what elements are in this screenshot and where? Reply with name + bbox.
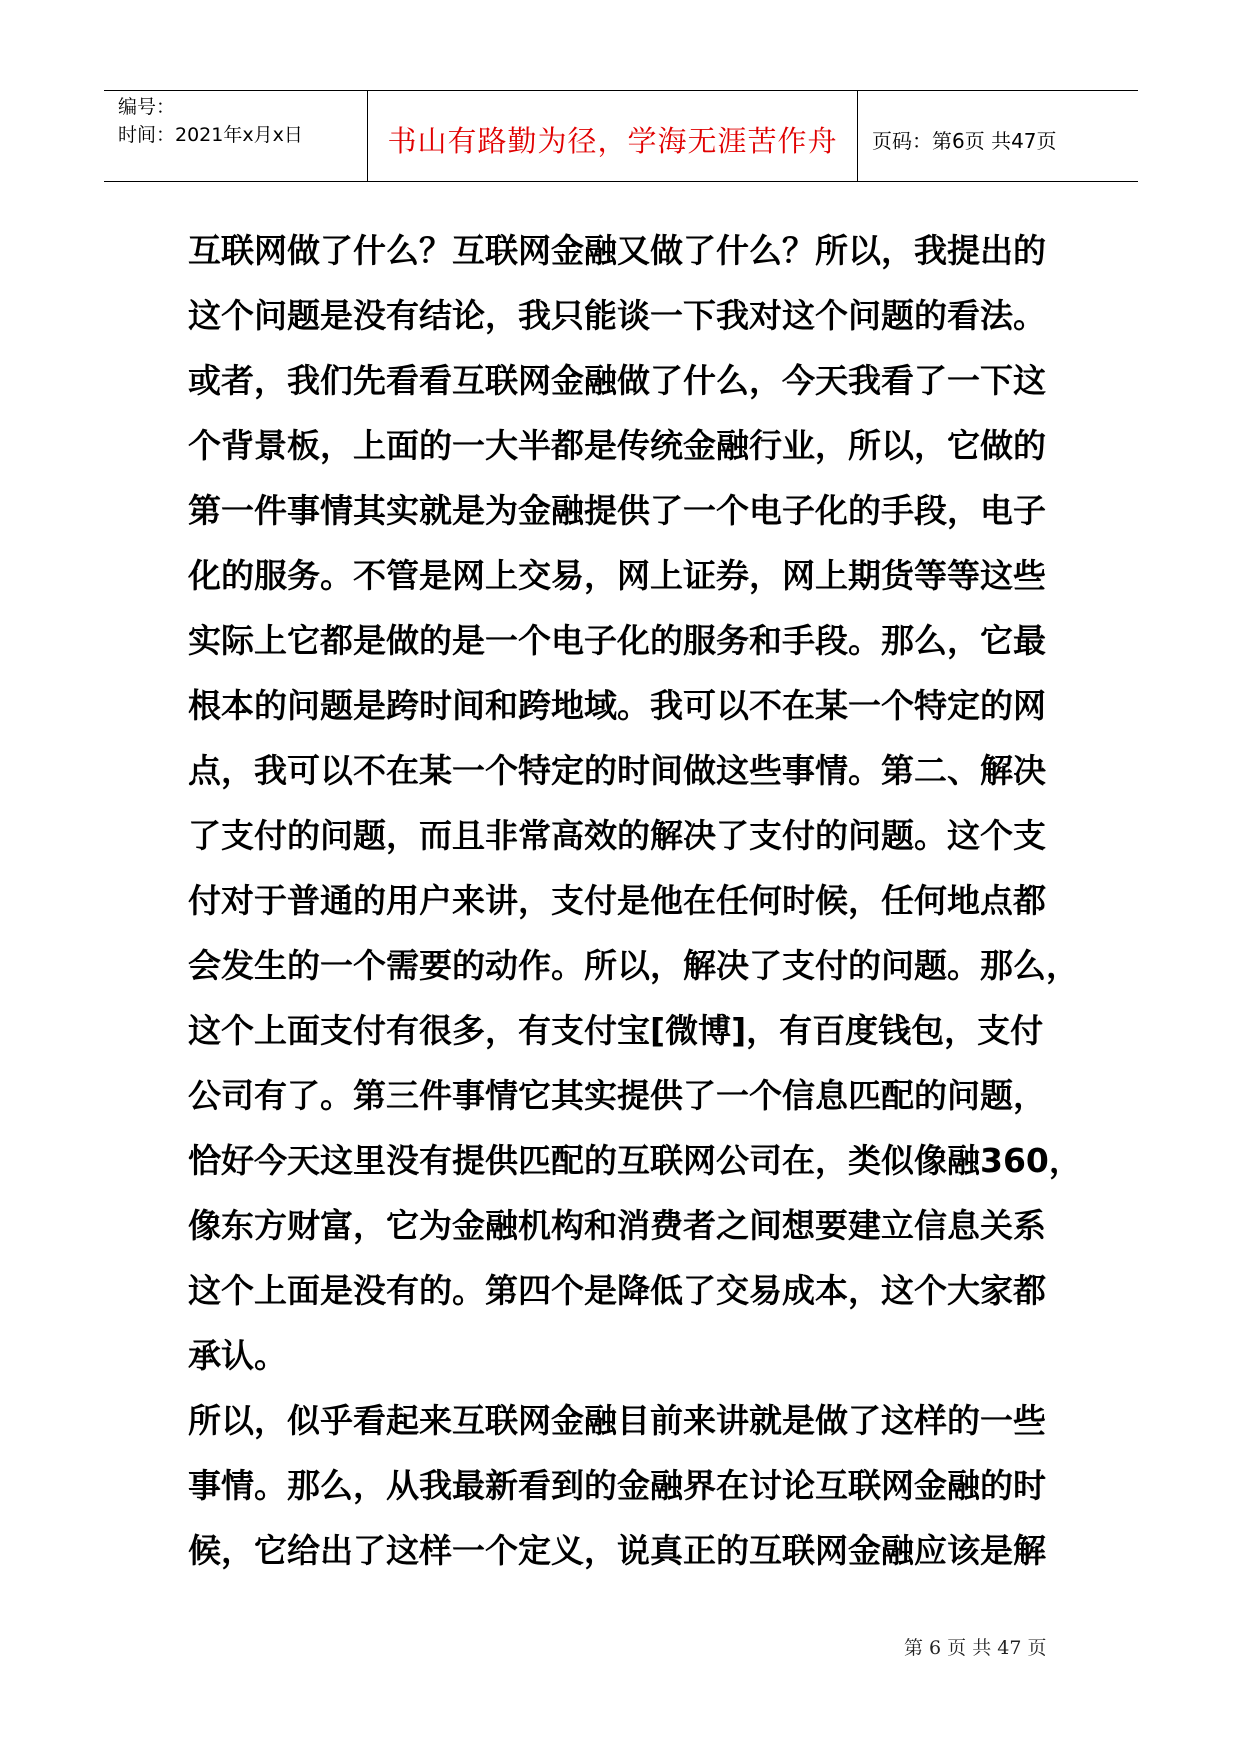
- time-label: 时间：2021年x月x日: [118, 124, 303, 146]
- body-line: 恰好今天这里没有提供匹配的互联网公司在，类似像融360，: [188, 1141, 1082, 1180]
- body-line: 互联网做了什么？互联网金融又做了什么？所以，我提出的: [188, 231, 1046, 270]
- document-body: [188, 218, 1088, 1583]
- body-line: 公司有了。第三件事情它其实提供了一个信息匹配的问题，: [188, 1076, 1046, 1115]
- header-meta: [104, 91, 368, 181]
- body-line: 像东方财富，它为金融机构和消费者之间想要建立信息关系: [188, 1206, 1046, 1245]
- body-line: 实际上它都是做的是一个电子化的服务和手段。那么，它最: [188, 621, 1046, 660]
- body-line: 化的服务。不管是网上交易，网上证券，网上期货等等这些: [188, 556, 1046, 595]
- body-line: 了支付的问题，而且非常高效的解决了支付的问题。这个支: [188, 816, 1046, 855]
- header-page-info: 页码：第6页 共47页: [872, 128, 1057, 153]
- body-line: 根本的问题是跨时间和跨地域。我可以不在某一个特定的网: [188, 686, 1046, 725]
- body-line: 第一件事情其实就是为金融提供了一个电子化的手段，电子: [188, 491, 1046, 530]
- page-footer: 第 6 页 共 47 页: [904, 1637, 1047, 1659]
- body-line: 或者，我们先看看互联网金融做了什么，今天我看了一下这: [188, 361, 1046, 400]
- body-line: 这个上面是没有的。第四个是降低了交易成本，这个大家都: [188, 1271, 1046, 1310]
- body-line: 付对于普通的用户来讲，支付是他在任何时候，任何地点都: [188, 881, 1046, 920]
- page-header: [104, 90, 1138, 182]
- body-line: 候，它给出了这样一个定义，说真正的互联网金融应该是解: [188, 1531, 1046, 1570]
- header-motto: 书山有路勤为径，学海无涯苦作舟: [368, 91, 858, 181]
- body-line: 个背景板，上面的一大半都是传统金融行业，所以，它做的: [188, 426, 1046, 465]
- body-line: 事情。那么，从我最新看到的金融界在讨论互联网金融的时: [188, 1466, 1046, 1505]
- body-line: 这个问题是没有结论，我只能谈一下我对这个问题的看法。: [188, 296, 1046, 335]
- body-line: 点，我可以不在某一个特定的时间做这些事情。第二、解决: [188, 751, 1046, 790]
- body-line: 承认。: [188, 1336, 287, 1375]
- serial-number-label: 编号：: [118, 96, 176, 118]
- body-line: 会发生的一个需要的动作。所以，解决了支付的问题。那么，: [188, 946, 1079, 985]
- body-line: 所以，似乎看起来互联网金融目前来讲就是做了这样的一些: [188, 1401, 1046, 1440]
- body-line: 这个上面支付有很多，有支付宝[微博]，有百度钱包，支付: [188, 1011, 1044, 1050]
